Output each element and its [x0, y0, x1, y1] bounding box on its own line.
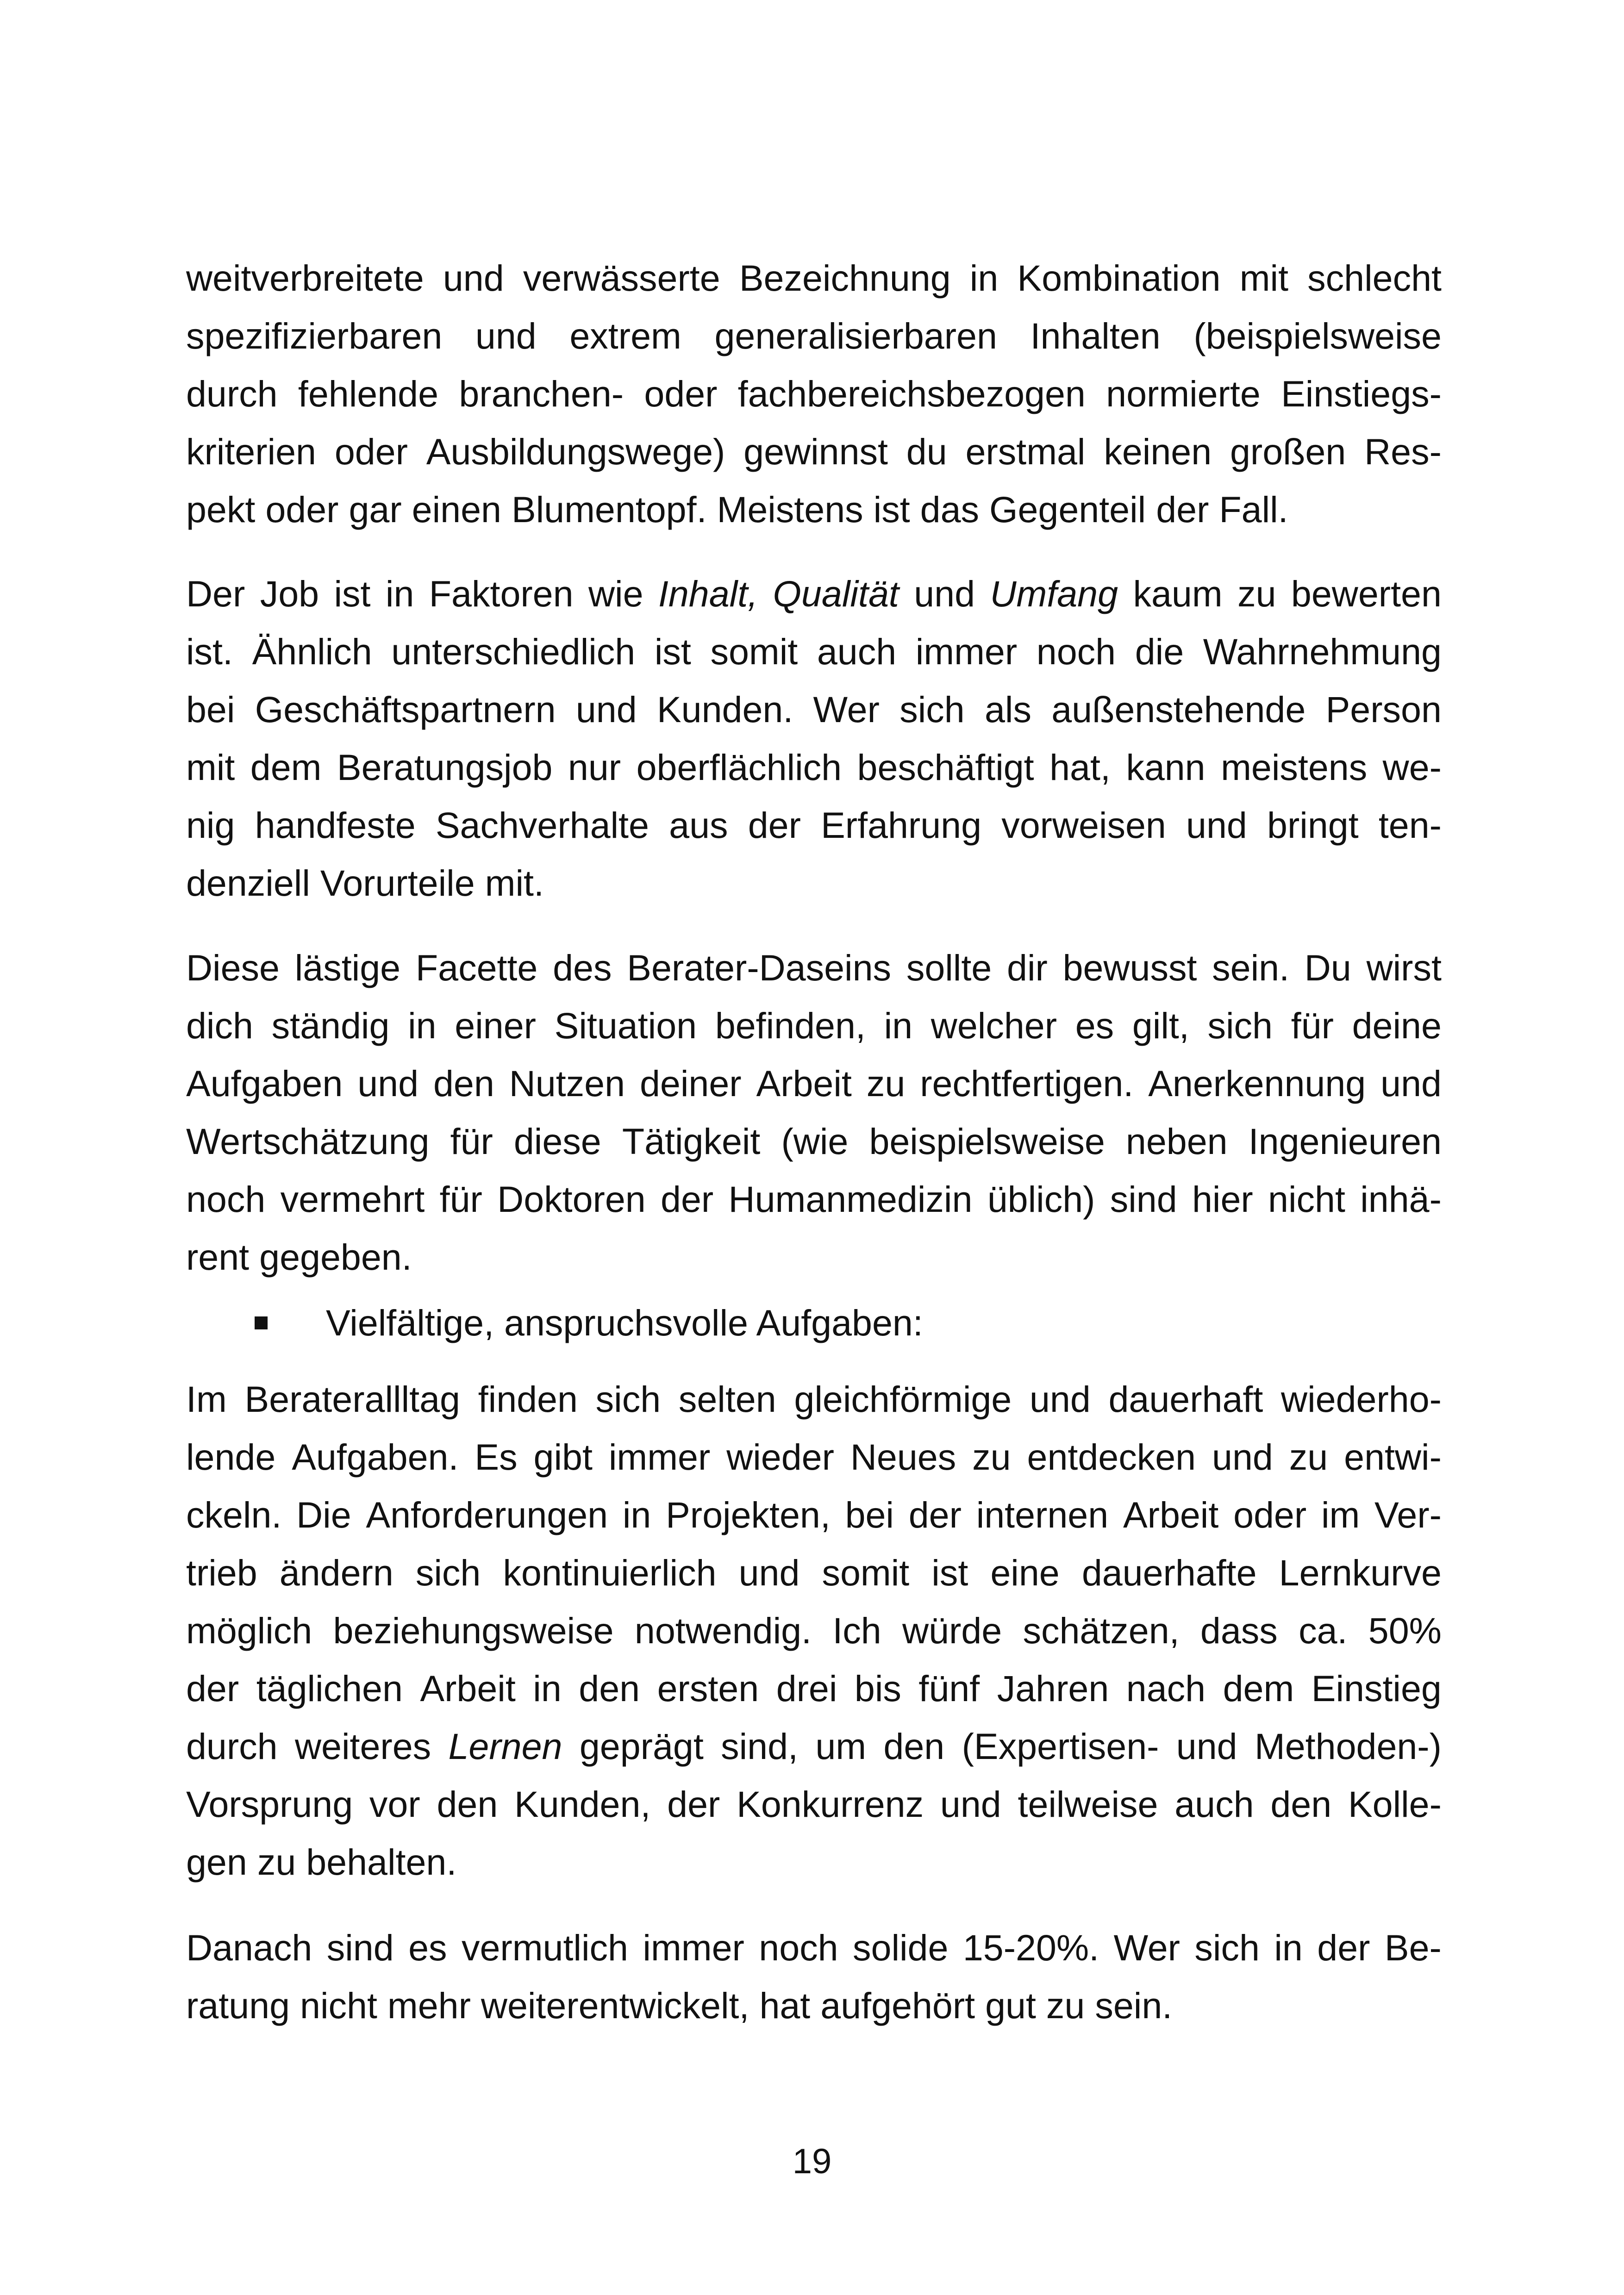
- word: Arbeit: [420, 1668, 516, 1709]
- word: somit: [710, 631, 798, 672]
- word: Facette: [415, 947, 538, 988]
- word: zu: [257, 1841, 296, 1883]
- word: den: [1270, 1784, 1332, 1825]
- word: Blumentopf.: [511, 489, 707, 530]
- text-line: [186, 1054, 1442, 1112]
- word: der: [667, 1784, 720, 1825]
- word: Situation: [554, 1005, 697, 1046]
- word: sich: [1207, 1005, 1273, 1046]
- word: täglichen: [256, 1668, 403, 1709]
- text-line: [186, 997, 1442, 1054]
- word: branchen-: [459, 373, 624, 414]
- word: behalten.: [306, 1841, 457, 1883]
- word: es: [408, 1927, 447, 1968]
- word: noch: [1036, 631, 1116, 672]
- word: auch: [817, 631, 897, 672]
- word: zu: [1046, 1985, 1085, 2026]
- word: ist: [873, 489, 910, 530]
- text-line: [186, 1977, 1442, 2034]
- word: zu: [972, 1436, 1011, 1478]
- word: Die: [296, 1494, 351, 1535]
- word: Ähnlich: [252, 631, 372, 672]
- word: und: [940, 1784, 1001, 1825]
- word: Du: [1304, 947, 1351, 988]
- word: den: [437, 1784, 498, 1825]
- word: befinden,: [715, 1005, 866, 1046]
- word: der: [1317, 1927, 1370, 1968]
- word: Umfang: [990, 573, 1118, 614]
- word: wie: [588, 573, 643, 614]
- text-line: [186, 480, 1442, 538]
- word: eine: [990, 1552, 1060, 1593]
- word: das: [920, 489, 980, 530]
- text-line: [186, 423, 1442, 480]
- word: Humanmedizin: [728, 1179, 973, 1220]
- word: finden: [478, 1378, 578, 1420]
- word: diese: [513, 1121, 601, 1162]
- word: Im: [186, 1378, 227, 1420]
- word: vermutlich: [461, 1927, 628, 1968]
- word: und: [1176, 1726, 1237, 1767]
- word: sich: [595, 1378, 661, 1420]
- word: gen: [186, 1841, 247, 1883]
- word: Ver-: [1374, 1494, 1442, 1535]
- word: Wer: [813, 689, 880, 730]
- word: für: [450, 1121, 493, 1162]
- word: Anerkennung: [1148, 1063, 1366, 1104]
- word: auch: [1174, 1784, 1254, 1825]
- word: Der: [186, 573, 245, 614]
- word: Aufgaben.: [292, 1436, 459, 1478]
- word: bei: [845, 1494, 894, 1535]
- word: Diese: [186, 947, 280, 988]
- text-line: [186, 623, 1442, 680]
- word: dich: [186, 1005, 253, 1046]
- word: somit: [822, 1552, 910, 1593]
- word: immer: [643, 1927, 744, 1968]
- word: kaum: [1133, 573, 1223, 614]
- word: Ingenieuren: [1248, 1121, 1442, 1162]
- text-line: [186, 1112, 1442, 1170]
- word: und: [475, 315, 537, 356]
- word: teilweise: [1018, 1784, 1158, 1825]
- word: Arbeit: [756, 1063, 852, 1104]
- word: beschäftigt: [857, 747, 1034, 788]
- word: die: [1135, 631, 1184, 672]
- word: bei: [186, 689, 235, 730]
- word: entwi-: [1344, 1436, 1442, 1478]
- text-line: [186, 854, 1442, 912]
- word: sich: [1194, 1927, 1260, 1968]
- word: kann: [1126, 747, 1206, 788]
- word: um: [815, 1726, 867, 1767]
- word: nach: [1126, 1668, 1206, 1709]
- text-line: [186, 1544, 1442, 1602]
- word: nicht: [1268, 1179, 1345, 1220]
- word: und: [1212, 1436, 1273, 1478]
- text-line: [186, 1228, 1442, 1286]
- word: ersten: [657, 1668, 759, 1709]
- word: zu: [1289, 1436, 1328, 1478]
- word: keinen: [1104, 431, 1212, 472]
- word: in: [884, 1005, 913, 1046]
- word: Wahrnehmung: [1203, 631, 1442, 672]
- word: dauerhafte: [1081, 1552, 1257, 1593]
- word: in: [533, 1668, 562, 1709]
- word: Beratungsjob: [337, 747, 553, 788]
- text-line: [186, 1919, 1442, 1977]
- word: Ich: [832, 1610, 881, 1651]
- word: Inhalten: [1030, 315, 1161, 356]
- word: mit: [1239, 257, 1289, 299]
- word: fünf: [918, 1668, 980, 1709]
- word: in: [622, 1494, 651, 1535]
- paragraph-5: [186, 1919, 1442, 2034]
- word: ist: [931, 1552, 968, 1593]
- text-line: [186, 565, 1442, 623]
- word: dem: [1223, 1668, 1294, 1709]
- word: Inhalt,: [658, 573, 758, 614]
- word: kriterien: [186, 431, 316, 472]
- word: verwässerte: [523, 257, 720, 299]
- word: zu: [866, 1063, 906, 1104]
- text-line: [186, 365, 1442, 423]
- word: einer: [455, 1005, 536, 1046]
- word: nig: [186, 804, 235, 846]
- word: 50%: [1368, 1610, 1442, 1651]
- word: mit.: [485, 862, 544, 904]
- word: sich: [899, 689, 965, 730]
- text-line: [186, 249, 1442, 307]
- word: erstmal: [965, 431, 1086, 472]
- word: Beraterallltag: [244, 1378, 460, 1420]
- word: schlecht: [1307, 257, 1442, 299]
- word: der: [908, 1494, 962, 1535]
- word: würde: [902, 1610, 1002, 1651]
- word: Doktoren: [497, 1179, 646, 1220]
- word: geprägt: [579, 1726, 704, 1767]
- word: den: [433, 1063, 494, 1104]
- square-bullet-icon: [255, 1316, 268, 1329]
- word: für: [1291, 1005, 1334, 1046]
- word: Projekten,: [666, 1494, 831, 1535]
- text-line: [186, 939, 1442, 997]
- word: lästige: [294, 947, 401, 988]
- word: welcher: [931, 1005, 1057, 1046]
- word: im: [1321, 1494, 1360, 1535]
- word: Ausbildungswege): [426, 431, 725, 472]
- word: ratung: [186, 1985, 290, 2026]
- word: ist: [334, 573, 371, 614]
- word: gilt,: [1132, 1005, 1189, 1046]
- word: (wie: [781, 1121, 849, 1162]
- word: entdecken: [1027, 1436, 1196, 1478]
- word: Einstieg: [1311, 1668, 1442, 1709]
- word: vor: [369, 1784, 420, 1825]
- word: sind,: [721, 1726, 798, 1767]
- bullet-text: Vielfältige, anspruchsvolle Aufgaben:: [326, 1302, 923, 1343]
- word: wirst: [1366, 947, 1442, 988]
- page-number: 19: [792, 2142, 832, 2181]
- word: bewerten: [1291, 573, 1442, 614]
- paragraph-1: [186, 249, 1442, 538]
- word: Bezeichnung: [739, 257, 951, 299]
- word: in: [969, 257, 999, 299]
- word: möglich: [186, 1610, 312, 1651]
- word: aufgehört: [820, 1985, 975, 2026]
- word: Gegenteil: [989, 489, 1146, 530]
- word: Kunden.: [656, 689, 793, 730]
- word: Anforderungen: [366, 1494, 608, 1535]
- word: immer: [608, 1436, 711, 1478]
- word: durch: [186, 1726, 278, 1767]
- word: beispielsweise: [869, 1121, 1105, 1162]
- word: normierte: [1106, 373, 1261, 414]
- word: ten-: [1378, 804, 1442, 846]
- word: Jahren: [997, 1668, 1109, 1709]
- word: du: [906, 431, 947, 472]
- word: der: [748, 804, 801, 846]
- word: oder: [644, 373, 718, 414]
- word: schätzen,: [1023, 1610, 1180, 1651]
- word: Qualität: [773, 573, 899, 614]
- word: Res-: [1364, 431, 1442, 472]
- word: immer: [915, 631, 1018, 672]
- word: gewinnst: [743, 431, 888, 472]
- word: als: [984, 689, 1031, 730]
- text-line: [186, 1370, 1442, 1428]
- word: generalisierbaren: [714, 315, 997, 356]
- word: we-: [1382, 747, 1442, 788]
- text-line: [186, 796, 1442, 854]
- word: Geschäftspartnern: [255, 689, 556, 730]
- word: Be-: [1384, 1927, 1442, 1968]
- word: dir: [1007, 947, 1048, 988]
- word: Methoden-): [1254, 1726, 1442, 1767]
- word: weitverbreitete: [186, 257, 424, 299]
- word: denziell: [186, 862, 310, 904]
- word: noch: [186, 1179, 266, 1220]
- word: 15-20%.: [962, 1927, 1099, 1968]
- word: Arbeit: [1123, 1494, 1219, 1535]
- word: zu: [1237, 573, 1276, 614]
- word: Kombination: [1017, 257, 1221, 299]
- word: Erfahrung: [821, 804, 982, 846]
- word: und: [443, 257, 504, 299]
- word: solide: [853, 1927, 949, 1968]
- word: und: [1380, 1063, 1442, 1104]
- word: hier: [1192, 1179, 1253, 1220]
- word: fachbereichsbezogen: [737, 373, 1086, 414]
- word: Lernkurve: [1279, 1552, 1442, 1593]
- word: beziehungsweise: [333, 1610, 614, 1651]
- word: Tätigkeit: [622, 1121, 761, 1162]
- word: Danach: [186, 1927, 312, 1968]
- word: ckeln.: [186, 1494, 282, 1535]
- word: oder: [1233, 1494, 1307, 1535]
- text-line: [186, 738, 1442, 796]
- word: sind: [1110, 1179, 1177, 1220]
- word: Sachverhalte: [435, 804, 649, 846]
- word: gibt: [533, 1436, 593, 1478]
- text-line: [186, 307, 1442, 365]
- word: Wer: [1113, 1927, 1180, 1968]
- word: sind: [326, 1927, 394, 1968]
- word: dauerhaft: [1108, 1378, 1263, 1420]
- word: üblich): [987, 1179, 1095, 1220]
- word: spezifizierbaren: [186, 315, 443, 356]
- word: trieb: [186, 1552, 257, 1593]
- word: Vorsprung: [186, 1784, 353, 1825]
- word: Vorurteile: [320, 862, 475, 904]
- word: rent: [186, 1236, 250, 1278]
- word: Berater-Daseins: [627, 947, 892, 988]
- word: pekt: [186, 489, 256, 530]
- word: Nutzen: [509, 1063, 625, 1104]
- word: Meistens: [717, 489, 863, 530]
- word: ca.: [1299, 1610, 1348, 1651]
- word: dass: [1200, 1610, 1278, 1651]
- word: und: [914, 573, 975, 614]
- word: selten: [678, 1378, 776, 1420]
- text-line: [186, 1659, 1442, 1717]
- word: dem: [250, 747, 322, 788]
- word: gar: [349, 489, 402, 530]
- word: inhä-: [1360, 1179, 1442, 1220]
- word: Aufgaben: [186, 1063, 343, 1104]
- word: und: [1029, 1378, 1091, 1420]
- word: Einstiegs-: [1281, 373, 1442, 414]
- word: wieder: [726, 1436, 834, 1478]
- word: drei: [776, 1668, 837, 1709]
- word: deine: [1352, 1005, 1442, 1046]
- word: der: [661, 1179, 714, 1220]
- word: kontinuierlich: [503, 1552, 717, 1593]
- word: Person: [1325, 689, 1442, 730]
- word: unterschiedlich: [391, 631, 636, 672]
- word: den: [579, 1668, 640, 1709]
- word: oberflächlich: [636, 747, 842, 788]
- word: sich: [415, 1552, 481, 1593]
- word: es: [1075, 1005, 1114, 1046]
- word: notwendig.: [634, 1610, 812, 1651]
- word: wiederho-: [1281, 1378, 1442, 1420]
- word: sein.: [1095, 1985, 1173, 2026]
- word: neben: [1125, 1121, 1228, 1162]
- paragraph-3: [186, 939, 1442, 1286]
- bullet-item: [255, 1294, 923, 1352]
- text-line: [186, 1775, 1442, 1833]
- word: der: [1156, 489, 1209, 530]
- text-line: [186, 1833, 1442, 1891]
- word: den: [883, 1726, 945, 1767]
- word: oder: [334, 431, 408, 472]
- word: weiterentwickelt,: [481, 1985, 750, 2026]
- paragraph-2: [186, 565, 1442, 912]
- word: meistens: [1221, 747, 1368, 788]
- word: sein.: [1212, 947, 1290, 988]
- word: Kunden,: [514, 1784, 651, 1825]
- text-line: [186, 1717, 1442, 1775]
- word: aus: [669, 804, 728, 846]
- word: rechtfertigen.: [920, 1063, 1134, 1104]
- word: gegeben.: [259, 1236, 412, 1278]
- word: Wertschätzung: [186, 1121, 430, 1162]
- word: gut: [985, 1985, 1036, 2026]
- word: hat,: [1049, 747, 1111, 788]
- word: Es: [475, 1436, 518, 1478]
- word: internen: [976, 1494, 1109, 1535]
- word: außenstehende: [1051, 689, 1306, 730]
- word: Fall.: [1219, 489, 1288, 530]
- word: durch: [186, 373, 278, 414]
- word: nicht: [300, 1985, 377, 2026]
- word: lende: [186, 1436, 276, 1478]
- word: oder: [265, 489, 339, 530]
- word: mit: [186, 747, 235, 788]
- word: Lernen: [448, 1726, 562, 1767]
- word: hat: [759, 1985, 811, 2026]
- word: bis: [854, 1668, 901, 1709]
- text-line: [186, 1428, 1442, 1486]
- word: Kolle-: [1348, 1784, 1442, 1825]
- word: des: [553, 947, 612, 988]
- word: für: [439, 1179, 482, 1220]
- word: (beispielsweise: [1193, 315, 1442, 356]
- text-line: [186, 1486, 1442, 1544]
- word: nur: [568, 747, 621, 788]
- word: noch: [759, 1927, 838, 1968]
- word: extrem: [569, 315, 681, 356]
- word: und: [738, 1552, 800, 1593]
- word: vermehrt: [280, 1179, 425, 1220]
- word: handfeste: [255, 804, 416, 846]
- word: ändern: [279, 1552, 394, 1593]
- word: fehlende: [298, 373, 439, 414]
- word: Neues: [850, 1436, 956, 1478]
- paragraph-4: [186, 1370, 1442, 1891]
- word: einen: [412, 489, 501, 530]
- word: und: [357, 1063, 419, 1104]
- word: (Expertisen-: [962, 1726, 1159, 1767]
- text-line: [186, 1170, 1442, 1228]
- word: Job: [260, 573, 319, 614]
- word: gleichförmige: [794, 1378, 1012, 1420]
- word: und: [575, 689, 637, 730]
- word: der: [186, 1668, 239, 1709]
- word: sollte: [906, 947, 992, 988]
- word: bewusst: [1062, 947, 1197, 988]
- word: weiteres: [294, 1726, 431, 1767]
- word: ist.: [186, 631, 233, 672]
- word: vorweisen: [1001, 804, 1166, 846]
- word: mehr: [387, 1985, 471, 2026]
- text-line: [186, 1602, 1442, 1659]
- word: deiner: [639, 1063, 742, 1104]
- word: ständig: [271, 1005, 390, 1046]
- word: und: [1186, 804, 1247, 846]
- word: ist: [654, 631, 691, 672]
- word: Faktoren: [429, 573, 574, 614]
- word: großen: [1230, 431, 1346, 472]
- word: in: [408, 1005, 437, 1046]
- text-line: [186, 680, 1442, 738]
- word: in: [1274, 1927, 1303, 1968]
- word: in: [385, 573, 414, 614]
- word: bringt: [1267, 804, 1359, 846]
- word: Konkurrenz: [737, 1784, 924, 1825]
